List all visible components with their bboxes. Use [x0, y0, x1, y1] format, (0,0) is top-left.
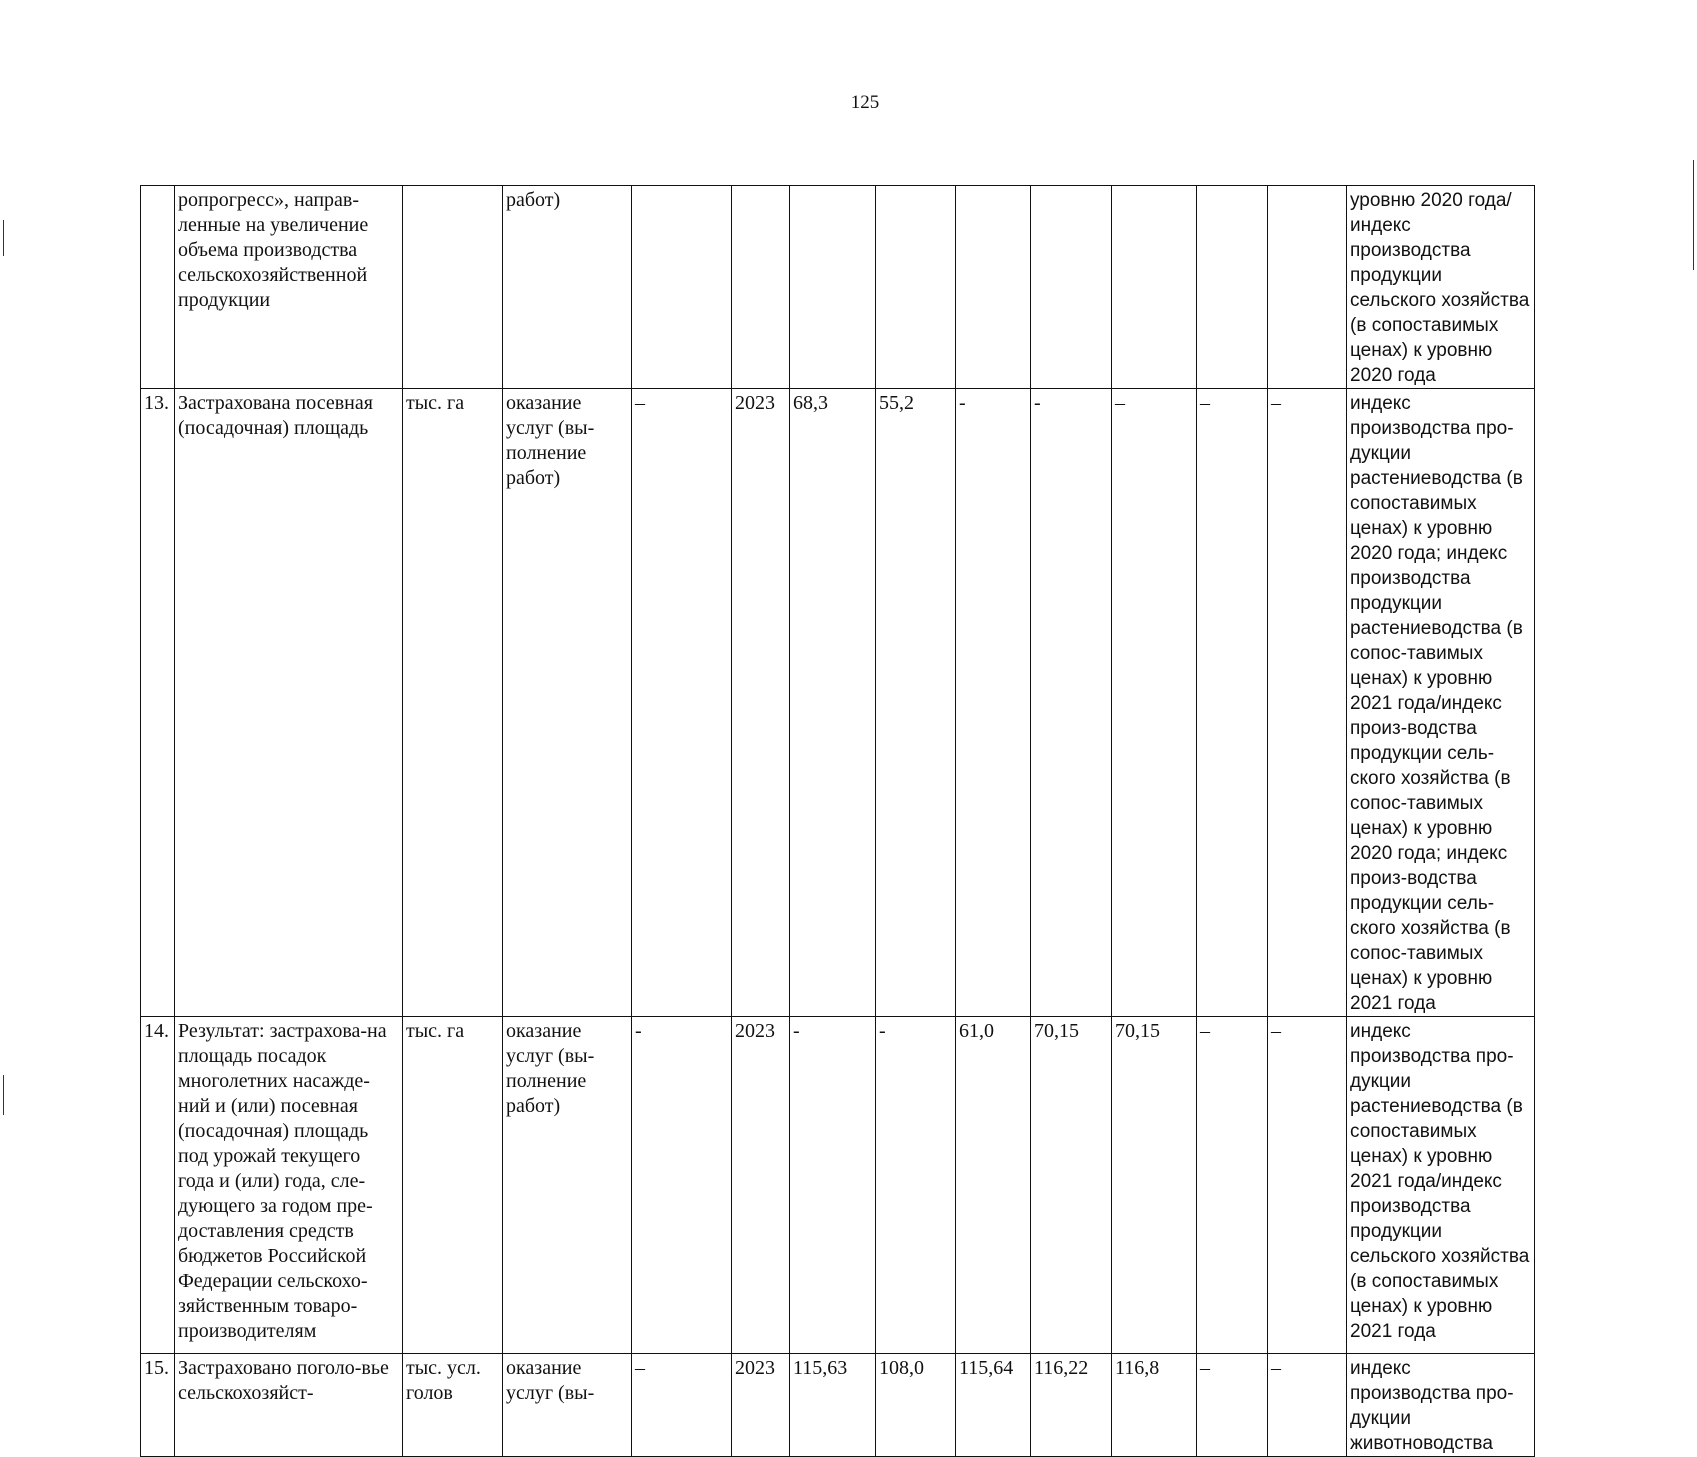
page-number: 125	[850, 92, 880, 113]
scan-edge-mark	[3, 1075, 4, 1115]
indicator-name: Застрахована посевная (посадочная) площадь	[175, 389, 403, 1017]
value-cell	[1268, 186, 1347, 389]
row-number: 15.	[141, 1354, 175, 1457]
value-cell: –	[1112, 389, 1197, 1017]
base-value: –	[632, 389, 732, 1017]
value-cell: –	[1268, 1354, 1347, 1457]
base-year: 2023	[732, 389, 790, 1017]
value-cell	[1197, 186, 1268, 389]
value-cell: 61,0	[956, 1017, 1031, 1354]
base-year: 2023	[732, 1354, 790, 1457]
related-indicator: индекс производства про-дукции животноводства	[1347, 1354, 1535, 1457]
value-cell: –	[1197, 1017, 1268, 1354]
base-value: –	[632, 1354, 732, 1457]
indicators-table	[140, 185, 1535, 1457]
value-cell: -	[1031, 389, 1112, 1017]
table-row	[141, 389, 1535, 1017]
unit: тыс. усл. голов	[403, 1354, 503, 1457]
base-year	[732, 186, 790, 389]
indicator-name: Застраховано поголо-вье сельскохозяйст-	[175, 1354, 403, 1457]
value-cell: –	[1268, 389, 1347, 1017]
indicator-type: оказание услуг (вы-полнение работ)	[503, 389, 632, 1017]
value-cell	[790, 186, 876, 389]
value-cell: –	[1197, 389, 1268, 1017]
related-indicator: индекс производства про-дукции растениеводства (в сопоставимых ценах) к уровню 2021 года/индекс производства продукции сельского хозяйства (в сопоставимых ценах) к уровню 2021 года	[1347, 1017, 1535, 1354]
value-cell: –	[1268, 1017, 1347, 1354]
value-cell: 70,15	[1112, 1017, 1197, 1354]
value-cell: –	[1197, 1354, 1268, 1457]
base-value	[632, 186, 732, 389]
value-cell	[876, 186, 956, 389]
value-cell	[1031, 186, 1112, 389]
value-cell: 55,2	[876, 389, 956, 1017]
value-cell: -	[876, 1017, 956, 1354]
table-row	[141, 1017, 1535, 1354]
table-row	[141, 1354, 1535, 1457]
value-cell: 115,64	[956, 1354, 1031, 1457]
value-cell: 115,63	[790, 1354, 876, 1457]
value-cell	[956, 186, 1031, 389]
row-number: 13.	[141, 389, 175, 1017]
related-indicator: уровню 2020 года/индекс производства продукции сельского хозяйства (в сопоставимых ценах) к уровню 2020 года	[1347, 186, 1535, 389]
row-number	[141, 186, 175, 389]
value-cell: 70,15	[1031, 1017, 1112, 1354]
value-cell: 116,8	[1112, 1354, 1197, 1457]
value-cell: 68,3	[790, 389, 876, 1017]
indicator-type: оказание услуг (вы-полнение работ)	[503, 1017, 632, 1354]
value-cell: 116,22	[1031, 1354, 1112, 1457]
scan-edge-mark	[1693, 160, 1694, 270]
row-number: 14.	[141, 1017, 175, 1354]
indicator-name: ропрогресс», направ-ленные на увеличение объема производства сельскохозяйственной продукции	[175, 186, 403, 389]
indicator-type: оказание услуг (вы-	[503, 1354, 632, 1457]
value-cell	[1112, 186, 1197, 389]
scan-edge-mark	[3, 220, 4, 256]
base-value: -	[632, 1017, 732, 1354]
value-cell: -	[956, 389, 1031, 1017]
unit: тыс. га	[403, 1017, 503, 1354]
table-row	[141, 186, 1535, 389]
unit: тыс. га	[403, 389, 503, 1017]
value-cell: 108,0	[876, 1354, 956, 1457]
indicator-name: Результат: застрахова-на площадь посадок многолетних насажде-ний и (или) посевная (посадочная) площадь под урожай текущего года и (или) года, сле-дующего за годом пре-доставления средств бюджетов Российской Федерации сельскохо-зяйственным товаро-производителям	[175, 1017, 403, 1354]
base-year: 2023	[732, 1017, 790, 1354]
value-cell: -	[790, 1017, 876, 1354]
related-indicator: индекс производства про-дукции растениеводства (в сопоставимых ценах) к уровню 2020 года; индекс производства продукции растениеводства (в сопос-тавимых ценах) к уровню 2021 года/индекс произ-водства продукции сель-ского хозяйства (в сопос-тавимых ценах) к уровню 2020 года; индекс произ-водства продукции сель-ского хозяйства (в сопос-тавимых ценах) к уровню 2021 года	[1347, 389, 1535, 1017]
unit	[403, 186, 503, 389]
indicator-type: работ)	[503, 186, 632, 389]
